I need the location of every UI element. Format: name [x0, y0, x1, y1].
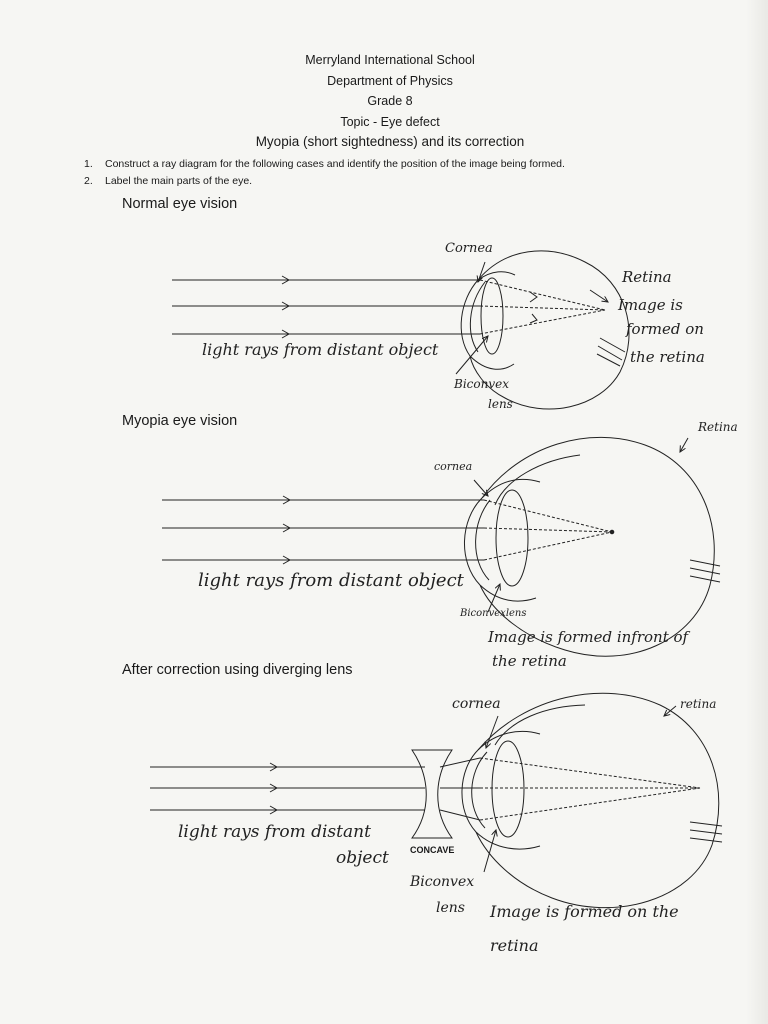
image-note-line: Image is [618, 296, 683, 314]
rays-label: light rays from distant object [202, 340, 439, 359]
refracted-ray [480, 306, 605, 310]
lens-label: Biconvex [454, 377, 509, 391]
image-note-line: the retina [492, 652, 567, 670]
normal-eye-diagram [172, 251, 629, 409]
retina-label: retina [680, 697, 717, 711]
rays-label: object [336, 848, 389, 868]
instruction-number: 2. [84, 175, 93, 187]
lens-label: lens [488, 397, 513, 411]
refracted-ray [484, 500, 612, 532]
rays-label: light rays from distant object [198, 570, 464, 591]
biconvex-lens [481, 278, 503, 354]
retina-label: Retina [622, 268, 672, 286]
image-note-line: Image is formed infront of [488, 628, 689, 646]
image-note-line: Image is formed on the [490, 902, 679, 921]
grade-label: Grade 8 [367, 94, 413, 108]
page-edge-shadow [746, 0, 768, 1024]
lens-label: Biconvexlens [460, 608, 527, 619]
refracted-ray [480, 788, 700, 820]
lens-label: Biconvex [410, 874, 475, 890]
cornea-label: Cornea [445, 241, 493, 256]
worksheet-title: Myopia (short sightedness) and its correction [255, 134, 525, 149]
correction-title: After correction using diverging lens [122, 662, 353, 678]
cornea-outline [462, 750, 478, 832]
concave-label: CONCAVE [410, 845, 455, 855]
myopia-eye-title: Myopia eye vision [122, 413, 238, 429]
cornea-label: cornea [452, 696, 501, 712]
image-point [610, 530, 614, 534]
refracted-ray [484, 528, 612, 532]
instruction-text: Label the main parts of the eye. [105, 175, 253, 187]
cornea-outline [461, 280, 478, 356]
refracted-ray [484, 532, 612, 560]
diverged-ray [440, 810, 480, 820]
lens-label: lens [436, 900, 465, 916]
refracted-ray [480, 280, 605, 310]
school-name: Merryland International School [305, 53, 475, 67]
image-note-line: formed on [626, 320, 704, 338]
image-note-line: the retina [630, 348, 705, 366]
instruction-number: 1. [84, 158, 93, 170]
retina-label: Retina [698, 420, 738, 434]
refracted-ray [480, 758, 700, 788]
eyeball-outline [476, 693, 719, 907]
rays-label: light rays from distant [178, 822, 371, 842]
topic-label: Topic - Eye defect [340, 114, 440, 129]
department-name: Department of Physics [327, 73, 453, 88]
instruction-text: Construct a ray diagram for the following cases and identify the position of the image being formed. [105, 158, 565, 170]
image-note-line: retina [490, 936, 539, 955]
biconvex-lens [492, 741, 524, 837]
cornea-outline [464, 498, 482, 585]
eyeball-outline [480, 437, 714, 656]
refracted-ray [480, 310, 605, 334]
optic-nerve [690, 560, 720, 566]
normal-eye-title: Normal eye vision [122, 196, 238, 212]
cornea-label: cornea [434, 460, 473, 473]
concave-lens [412, 750, 452, 838]
